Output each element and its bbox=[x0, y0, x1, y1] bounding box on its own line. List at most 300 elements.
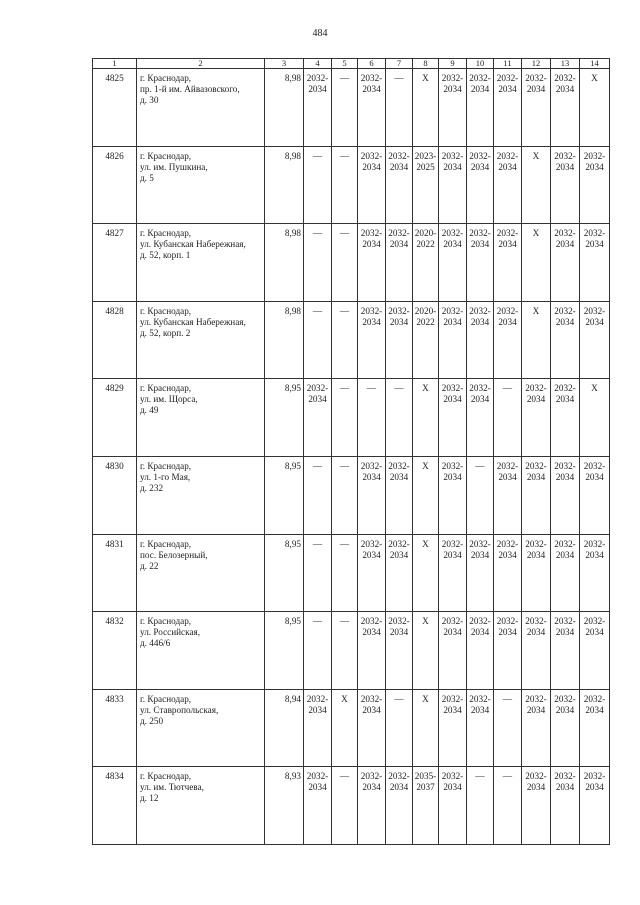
period-start: 2032- bbox=[360, 616, 383, 627]
period-start: 2032- bbox=[388, 616, 410, 627]
address-cell bbox=[137, 301, 265, 379]
period-start: 2032- bbox=[360, 460, 383, 471]
row-number: 4829 bbox=[93, 379, 137, 457]
period-start: 2032- bbox=[583, 616, 606, 627]
column-header: 12 bbox=[522, 59, 551, 69]
row-number: 4834 bbox=[93, 767, 137, 845]
period-end: 2034 bbox=[585, 471, 604, 482]
area-cell: 8,95 bbox=[265, 534, 304, 612]
period-cell bbox=[413, 146, 439, 224]
period-start: 2023- bbox=[414, 150, 437, 161]
period-cell: — bbox=[304, 224, 332, 302]
column-header: 13 bbox=[551, 59, 580, 69]
address-cell bbox=[137, 146, 265, 224]
row-number: 4827 bbox=[93, 224, 137, 302]
period-start: 2020- bbox=[414, 305, 437, 316]
address-cell bbox=[137, 767, 265, 845]
table-row bbox=[93, 456, 610, 534]
period-end: 2034 bbox=[498, 161, 517, 172]
column-header: 3 bbox=[265, 59, 304, 69]
column-header: 10 bbox=[467, 59, 494, 69]
area-cell: 8,94 bbox=[265, 689, 304, 767]
period-start: 2032- bbox=[306, 73, 329, 83]
address-line: ул. им. Пушкина, bbox=[140, 161, 208, 172]
address-line: ул. Российская, bbox=[140, 627, 201, 638]
period-start: 2032- bbox=[496, 228, 519, 239]
period-start: 2032- bbox=[469, 305, 491, 316]
address-line: г. Краснодар, bbox=[140, 538, 192, 549]
period-cell bbox=[551, 301, 580, 379]
period-cell: — bbox=[386, 69, 413, 147]
period-cell: X bbox=[413, 612, 439, 690]
period-cell bbox=[467, 69, 494, 147]
period-end: 2034 bbox=[443, 394, 462, 405]
period-cell bbox=[522, 69, 551, 147]
period-cell: X bbox=[522, 146, 551, 224]
period-end: 2034 bbox=[443, 471, 462, 482]
period-start: 2032- bbox=[360, 228, 383, 239]
period-end: 2034 bbox=[443, 84, 462, 94]
period-end: 2034 bbox=[389, 316, 409, 327]
period-start: 2032- bbox=[525, 73, 547, 83]
period-end: 2034 bbox=[555, 239, 575, 250]
period-start: 2032- bbox=[525, 460, 547, 471]
period-cell bbox=[522, 767, 551, 845]
period-cell: X bbox=[522, 224, 551, 302]
row-number: 4828 bbox=[93, 301, 137, 379]
address-line: ул. Кубанская Набережная, bbox=[140, 316, 246, 327]
period-cell bbox=[358, 69, 386, 147]
period-end: 2034 bbox=[555, 394, 575, 405]
period-start: 2032- bbox=[441, 73, 464, 83]
period-cell bbox=[439, 301, 467, 379]
period-cell: — bbox=[386, 689, 413, 767]
period-end: 2034 bbox=[470, 84, 490, 94]
period-cell bbox=[358, 612, 386, 690]
period-cell bbox=[413, 767, 439, 845]
period-start: 2032- bbox=[525, 616, 547, 627]
period-end: 2034 bbox=[389, 627, 409, 638]
address-cell bbox=[137, 456, 265, 534]
period-start: 2032- bbox=[388, 538, 410, 549]
column-header: 9 bbox=[439, 59, 467, 69]
address-line: г. Краснодар, bbox=[140, 616, 192, 627]
period-cell bbox=[358, 534, 386, 612]
period-cell bbox=[358, 146, 386, 224]
period-cell bbox=[413, 224, 439, 302]
period-start: 2032- bbox=[554, 538, 576, 549]
period-end: 2034 bbox=[555, 549, 575, 560]
period-start: 2032- bbox=[583, 305, 606, 316]
period-start: 2032- bbox=[554, 460, 576, 471]
period-end: 2037 bbox=[416, 782, 435, 793]
period-cell: — bbox=[304, 534, 332, 612]
period-cell bbox=[439, 612, 467, 690]
period-end: 2034 bbox=[362, 549, 381, 560]
period-end: 2034 bbox=[362, 161, 381, 172]
period-cell bbox=[304, 379, 332, 457]
period-cell bbox=[580, 456, 610, 534]
period-cell: — bbox=[304, 456, 332, 534]
column-number-row bbox=[93, 59, 610, 69]
table-row bbox=[93, 224, 610, 302]
period-start: 2032- bbox=[360, 538, 383, 549]
period-cell bbox=[522, 534, 551, 612]
period-cell bbox=[522, 689, 551, 767]
table-row bbox=[93, 146, 610, 224]
period-start: 2032- bbox=[554, 73, 576, 83]
address-cell bbox=[137, 689, 265, 767]
period-start: 2032- bbox=[441, 693, 464, 704]
period-end: 2034 bbox=[443, 627, 462, 638]
period-start: 2032- bbox=[441, 460, 464, 471]
period-end: 2034 bbox=[389, 549, 409, 560]
address-line: д. 5 bbox=[140, 172, 154, 183]
address-line: д. 52, корп. 2 bbox=[140, 327, 191, 338]
address-cell bbox=[137, 224, 265, 302]
period-start: 2032- bbox=[360, 73, 383, 83]
column-header: 7 bbox=[386, 59, 413, 69]
column-header: 11 bbox=[494, 59, 522, 69]
period-cell bbox=[386, 456, 413, 534]
period-cell bbox=[494, 612, 522, 690]
period-cell bbox=[467, 612, 494, 690]
address-line: г. Краснодар, bbox=[140, 228, 192, 239]
period-end: 2034 bbox=[498, 84, 517, 94]
period-end: 2034 bbox=[362, 704, 381, 715]
period-cell bbox=[580, 224, 610, 302]
area-cell: 8,95 bbox=[265, 456, 304, 534]
period-end: 2034 bbox=[555, 316, 575, 327]
period-end: 2034 bbox=[555, 704, 575, 715]
period-cell bbox=[467, 534, 494, 612]
period-end: 2034 bbox=[526, 704, 546, 715]
period-start: 2032- bbox=[441, 616, 464, 627]
period-cell bbox=[580, 534, 610, 612]
period-end: 2034 bbox=[555, 84, 575, 94]
period-end: 2034 bbox=[389, 239, 409, 250]
period-cell bbox=[467, 224, 494, 302]
period-cell bbox=[551, 379, 580, 457]
period-start: 2032- bbox=[583, 771, 606, 782]
period-cell: — bbox=[332, 301, 358, 379]
period-cell bbox=[522, 379, 551, 457]
address-line: д. 22 bbox=[140, 560, 159, 571]
period-end: 2034 bbox=[443, 316, 462, 327]
period-end: 2034 bbox=[555, 161, 575, 172]
period-cell: — bbox=[332, 767, 358, 845]
period-end: 2034 bbox=[470, 316, 490, 327]
period-cell: — bbox=[358, 379, 386, 457]
period-cell bbox=[439, 146, 467, 224]
period-start: 2032- bbox=[496, 150, 519, 161]
period-cell: — bbox=[304, 301, 332, 379]
table-row bbox=[93, 301, 610, 379]
address-line: ул. 1-го Мая, bbox=[140, 471, 191, 482]
period-start: 2032- bbox=[583, 460, 606, 471]
address-line: д. 49 bbox=[140, 405, 159, 416]
period-cell bbox=[358, 767, 386, 845]
period-start: 2032- bbox=[554, 771, 576, 782]
period-cell bbox=[494, 534, 522, 612]
period-cell bbox=[413, 301, 439, 379]
period-cell: — bbox=[304, 146, 332, 224]
address-line: д. 52, корп. 1 bbox=[140, 250, 191, 261]
period-start: 2032- bbox=[388, 228, 410, 239]
area-cell: 8,98 bbox=[265, 224, 304, 302]
row-number: 4833 bbox=[93, 689, 137, 767]
period-end: 2034 bbox=[470, 394, 490, 405]
period-start: 2032- bbox=[469, 693, 491, 704]
period-end: 2034 bbox=[362, 239, 381, 250]
period-cell bbox=[467, 689, 494, 767]
period-cell bbox=[386, 301, 413, 379]
table-row bbox=[93, 767, 610, 845]
period-start: 2032- bbox=[441, 538, 464, 549]
address-line: г. Краснодар, bbox=[140, 150, 192, 161]
period-cell bbox=[439, 456, 467, 534]
period-start: 2032- bbox=[441, 771, 464, 782]
period-start: 2032- bbox=[469, 228, 491, 239]
period-cell bbox=[522, 456, 551, 534]
period-start: 2032- bbox=[469, 73, 491, 83]
period-start: 2032- bbox=[554, 228, 576, 239]
period-start: 2032- bbox=[469, 383, 491, 394]
period-cell bbox=[580, 689, 610, 767]
period-end: 2034 bbox=[470, 549, 490, 560]
address-line: д. 446/6 bbox=[140, 638, 171, 649]
period-cell bbox=[439, 767, 467, 845]
period-start: 2032- bbox=[360, 693, 383, 704]
period-end: 2034 bbox=[470, 704, 490, 715]
address-line: ул. им. Тютчева, bbox=[140, 782, 204, 793]
period-cell bbox=[439, 379, 467, 457]
period-cell bbox=[358, 301, 386, 379]
period-cell: X bbox=[413, 379, 439, 457]
period-cell: — bbox=[332, 224, 358, 302]
period-end: 2034 bbox=[389, 782, 409, 793]
column-header: 4 bbox=[304, 59, 332, 69]
period-cell bbox=[551, 689, 580, 767]
period-cell bbox=[386, 224, 413, 302]
address-cell bbox=[137, 612, 265, 690]
period-end: 2034 bbox=[389, 471, 409, 482]
address-line: г. Краснодар, bbox=[140, 73, 192, 83]
period-cell bbox=[386, 612, 413, 690]
period-end: 2034 bbox=[362, 627, 381, 638]
period-start: 2032- bbox=[554, 305, 576, 316]
period-cell: X bbox=[332, 689, 358, 767]
period-cell bbox=[580, 767, 610, 845]
period-end: 2034 bbox=[443, 161, 462, 172]
period-end: 2034 bbox=[443, 782, 462, 793]
period-end: 2034 bbox=[443, 239, 462, 250]
area-cell: 8,95 bbox=[265, 612, 304, 690]
period-start: 2032- bbox=[525, 383, 547, 394]
period-end: 2034 bbox=[308, 704, 327, 715]
address-line: ул. Кубанская Набережная, bbox=[140, 239, 246, 250]
period-end: 2034 bbox=[526, 471, 546, 482]
period-end: 2034 bbox=[498, 627, 517, 638]
period-start: 2032- bbox=[306, 383, 329, 394]
period-cell: X bbox=[413, 689, 439, 767]
housing-register-table bbox=[92, 58, 610, 845]
address-line: г. Краснодар, bbox=[140, 693, 192, 704]
period-start: 2032- bbox=[496, 460, 519, 471]
column-header: 2 bbox=[137, 59, 265, 69]
period-end: 2025 bbox=[416, 161, 435, 172]
period-cell bbox=[551, 612, 580, 690]
period-start: 2032- bbox=[306, 771, 329, 782]
address-line: д. 12 bbox=[140, 793, 159, 804]
area-cell: 8,98 bbox=[265, 301, 304, 379]
period-end: 2034 bbox=[443, 704, 462, 715]
period-end: 2034 bbox=[585, 627, 604, 638]
address-cell bbox=[137, 534, 265, 612]
period-start: 2032- bbox=[388, 771, 410, 782]
table-row bbox=[93, 534, 610, 612]
period-end: 2034 bbox=[498, 316, 517, 327]
period-start: 2032- bbox=[306, 693, 329, 704]
period-cell: X bbox=[580, 379, 610, 457]
address-line: д. 250 bbox=[140, 715, 164, 726]
period-cell: X bbox=[413, 534, 439, 612]
period-cell bbox=[304, 767, 332, 845]
period-end: 2034 bbox=[526, 549, 546, 560]
period-end: 2034 bbox=[555, 782, 575, 793]
column-header: 1 bbox=[93, 59, 137, 69]
period-cell bbox=[580, 146, 610, 224]
column-header: 6 bbox=[358, 59, 386, 69]
period-cell bbox=[439, 69, 467, 147]
period-start: 2032- bbox=[441, 150, 464, 161]
period-end: 2034 bbox=[308, 782, 327, 793]
period-start: 2032- bbox=[525, 693, 547, 704]
period-end: 2022 bbox=[416, 316, 435, 327]
period-end: 2034 bbox=[526, 84, 546, 94]
period-cell bbox=[439, 224, 467, 302]
period-cell: — bbox=[494, 379, 522, 457]
address-line: пос. Белозерный, bbox=[140, 549, 208, 560]
period-cell: — bbox=[332, 534, 358, 612]
address-line: г. Краснодар, bbox=[140, 383, 192, 394]
row-number: 4831 bbox=[93, 534, 137, 612]
area-cell: 8,98 bbox=[265, 146, 304, 224]
period-cell: X bbox=[413, 456, 439, 534]
period-start: 2032- bbox=[554, 383, 576, 394]
period-end: 2034 bbox=[526, 782, 546, 793]
period-end: 2022 bbox=[416, 239, 435, 250]
period-cell bbox=[494, 456, 522, 534]
period-end: 2034 bbox=[308, 84, 327, 94]
column-header: 5 bbox=[332, 59, 358, 69]
address-line: ул. Ставропольская, bbox=[140, 704, 219, 715]
period-cell bbox=[467, 146, 494, 224]
table-row bbox=[93, 379, 610, 457]
period-cell: — bbox=[332, 379, 358, 457]
period-end: 2034 bbox=[362, 84, 381, 94]
period-start: 2032- bbox=[525, 771, 547, 782]
period-cell bbox=[551, 146, 580, 224]
address-line: д. 30 bbox=[140, 95, 159, 105]
period-end: 2034 bbox=[585, 239, 604, 250]
table-row bbox=[93, 689, 610, 767]
period-start: 2032- bbox=[525, 538, 547, 549]
period-cell bbox=[358, 689, 386, 767]
period-start: 2032- bbox=[496, 616, 519, 627]
row-number: 4825 bbox=[93, 69, 137, 147]
period-end: 2034 bbox=[308, 394, 327, 405]
period-cell: — bbox=[332, 456, 358, 534]
period-start: 2032- bbox=[554, 693, 576, 704]
period-start: 2032- bbox=[469, 538, 491, 549]
period-cell bbox=[467, 301, 494, 379]
column-header: 8 bbox=[413, 59, 439, 69]
period-end: 2034 bbox=[585, 549, 604, 560]
period-cell bbox=[494, 146, 522, 224]
area-cell: 8,93 bbox=[265, 767, 304, 845]
address-cell bbox=[137, 379, 265, 457]
period-end: 2034 bbox=[526, 627, 546, 638]
row-number: 4830 bbox=[93, 456, 137, 534]
period-end: 2034 bbox=[362, 782, 381, 793]
period-cell bbox=[580, 612, 610, 690]
period-end: 2034 bbox=[585, 161, 604, 172]
table-row bbox=[93, 612, 610, 690]
period-cell bbox=[386, 146, 413, 224]
period-cell bbox=[439, 534, 467, 612]
period-end: 2034 bbox=[470, 627, 490, 638]
period-start: 2032- bbox=[583, 228, 606, 239]
period-end: 2034 bbox=[362, 316, 381, 327]
period-end: 2034 bbox=[555, 627, 575, 638]
table-row bbox=[93, 69, 610, 147]
period-start: 2032- bbox=[441, 383, 464, 394]
address-line: ул. им. Щорса, bbox=[140, 394, 198, 405]
period-cell: X bbox=[413, 69, 439, 147]
period-start: 2032- bbox=[496, 73, 519, 83]
period-cell: — bbox=[332, 146, 358, 224]
address-line: г. Краснодар, bbox=[140, 305, 192, 316]
period-start: 2032- bbox=[360, 305, 383, 316]
address-cell bbox=[137, 69, 265, 147]
period-cell: — bbox=[386, 379, 413, 457]
period-start: 2032- bbox=[554, 616, 576, 627]
period-end: 2034 bbox=[526, 394, 546, 405]
period-cell bbox=[522, 612, 551, 690]
period-end: 2034 bbox=[470, 239, 490, 250]
period-cell: — bbox=[304, 612, 332, 690]
row-number: 4826 bbox=[93, 146, 137, 224]
period-cell: — bbox=[332, 69, 358, 147]
period-start: 2032- bbox=[496, 538, 519, 549]
period-start: 2032- bbox=[388, 305, 410, 316]
period-start: 2032- bbox=[554, 150, 576, 161]
period-end: 2034 bbox=[443, 549, 462, 560]
period-cell bbox=[494, 301, 522, 379]
period-start: 2032- bbox=[583, 538, 606, 549]
period-start: 2032- bbox=[469, 616, 491, 627]
period-cell bbox=[494, 224, 522, 302]
period-end: 2034 bbox=[498, 549, 517, 560]
period-cell: — bbox=[494, 689, 522, 767]
period-start: 2032- bbox=[583, 693, 606, 704]
period-cell: — bbox=[494, 767, 522, 845]
period-end: 2034 bbox=[585, 316, 604, 327]
period-cell bbox=[358, 456, 386, 534]
address-line: г. Краснодар, bbox=[140, 460, 192, 471]
period-start: 2032- bbox=[441, 228, 464, 239]
